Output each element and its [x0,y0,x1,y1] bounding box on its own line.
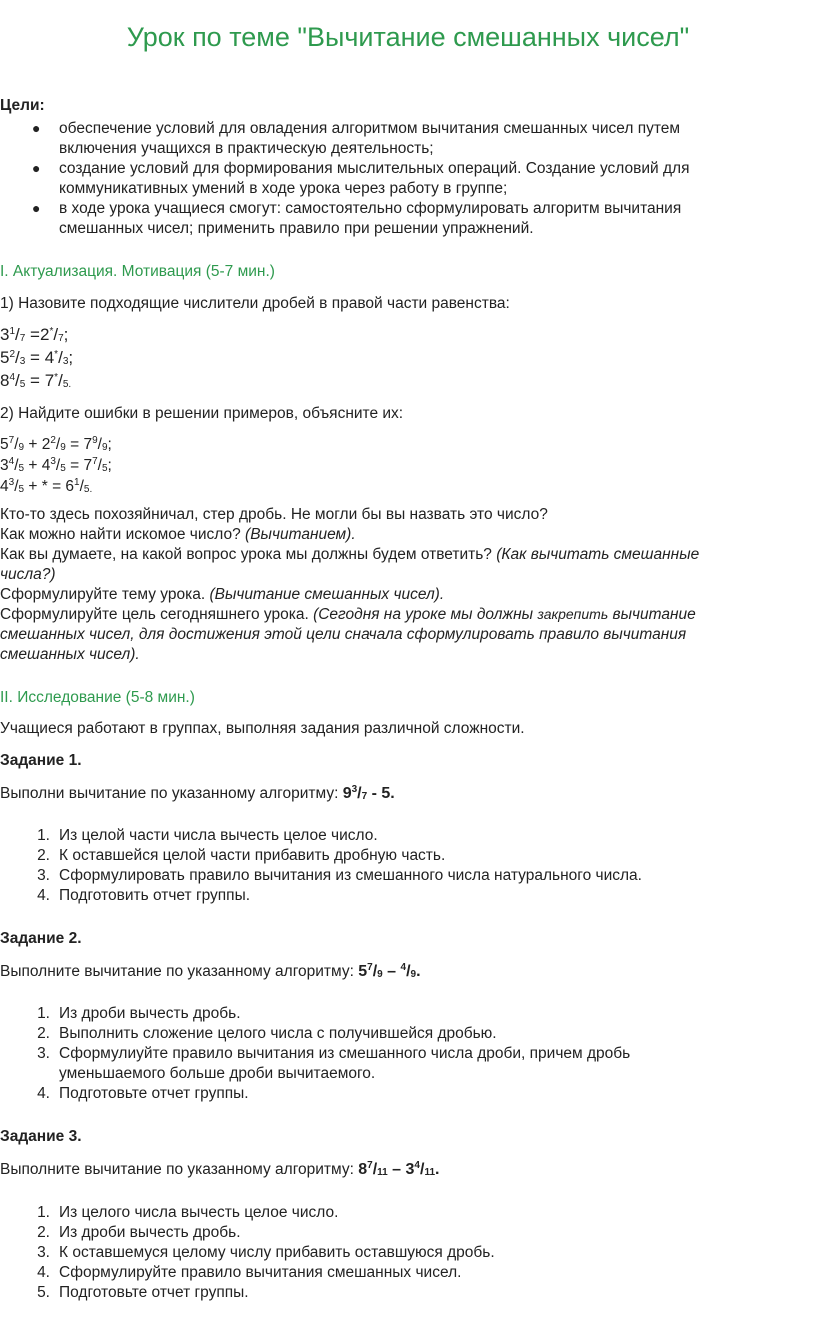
goals-label: Цели: [0,97,45,114]
list-item-continued: уменьшаемого больше дроби вычитаемого. [59,1065,376,1082]
equation-row: $3^4/_5 + 4^3/_5 = 7^7/_5$; [0,456,112,474]
task-title: Задание 2. [0,930,82,947]
goal-line: включения учащихся в практическую деятельность; [59,140,434,157]
document-page: Урок по теме "Вычитание смешанных чисел" Цели: ● обеспечение условий для овладения алгоритмом вычитания смешанных чисел путем включения учащихся в практическую деятельность; ● создание условий для формирования мыслительных операций. Создание условий для коммуникативных умений в ходе урока через работу в группе; ● в ходе урока учащиеся смогут: самостоятельно сформулировать алгоритм вычитания смешанных чисел; применить правило при решении упражнений. I. Актуализация. Мотивация (5-7 мин.) 1) Назовите подходящие числители дробей в правой части равенства: $3^1/_7 =2^*/_7$; $5^2/_3 = 4^*/_3$; $8^4/_5 = 7^*/_{5.}$ 2) Найдите ошибки в решении примеров, объясните их: $5^7/_9 + 2^2/_9 = 7^9/_9$; $3^4/_5 + 4^3/_5 = 7^7/_5$; $4^3/_5$ + * = $6^1/_{5.}$ Кто-то здесь похозяйничал, стер дробь. Не могли бы вы назвать это число? Как можно найти искомое число? (Вычитанием). Как вы думаете, на какой вопрос урока мы должны будем ответить? (Как вычитать смешанные числа?) Сформулируйте тему урока. (Вычитание смешанных чисел). Сформулируйте цель сегодняшнего урока. (Сегодня на уроке мы должны закрепить вычитание смешанных чисел, для достижения этой цели сначала сформулировать правило вычитания смешанных чисел). II. Исследование (5-8 мин.) Учащиеся работают в группах, выполняя задания различной сложности. Задание 1. Выполни вычитание по указанному алгоритму: $9^3/_7 - 5$. 1. Из целой части числа вычесть целое число. 2. К оставшейся целой части прибавить дробную часть. 3. Сформулировать правило вычитания из смешанного числа натурального числа. 4. Подготовить отчет группы. Задание 2. Выполните вычитание по указанному алгоритму: $5^7/_9 - ^4/_9$. 1. Из дроби вычесть дробь. 2. Выполнить сложение целого числа с получившейся дробью. 3. Сформулиуйте правило вычитания из смешанного числа дроби, причем дробь уменьшаемого больше дроби вычитаемого. 4. Подготовьте отчет группы. Задание 3. Выполните вычитание по указанному алгоритму: $8^7/_{11} - 3^4/_{11}$. 1. Из целого числа вычесть целое число. 2. Из дроби вычесть дробь. 3. К оставшемуся целому числу прибавить оставшуюся дробь. 4. Сформулируйте правило вычитания смешанных чисел. 5. Подготовьте отчет группы. [0,0,816,1327]
paragraph: Кто-то здесь похозяйничал, стер дробь. Не могли бы вы назвать это число? [0,506,548,523]
task-title: Задание 1. [0,752,82,769]
task-lead: Выполните вычитание по указанному алгоритму: $8^7/_{11} - 3^4/_{11}$. [0,1160,440,1178]
section-heading: I. Актуализация. Мотивация (5-7 мин.) [0,263,275,280]
equation-row: $3^1/_7 =2^*/_7$; [0,325,69,344]
task-title: Задание 3. [0,1128,82,1145]
paragraph: Сформулируйте тему урока. (Вычитание смешанных чисел). [0,586,445,603]
bullet-icon: ● [32,160,41,176]
bullet-icon: ● [32,200,41,216]
equation-row: $5^2/_3 = 4^*/_3$; [0,348,74,367]
paragraph: Учащиеся работают в группах, выполняя задания различной сложности. [0,720,525,737]
question-1: 1) Назовите подходящие числители дробей в правой части равенства: [0,295,510,312]
paragraph: Как можно найти искомое число? (Вычитанием). [0,526,356,543]
goal-line: обеспечение условий для овладения алгоритмом вычитания смешанных чисел путем [59,120,681,137]
question-2: 2) Найдите ошибки в решении примеров, объясните их: [0,405,404,422]
bullet-icon: ● [32,120,41,136]
goal-line: в ходе урока учащиеся смогут: самостоятельно сформулировать алгоритм вычитания [59,200,682,217]
paragraph: Сформулируйте цель сегодняшнего урока. (Сегодня на уроке мы должны закрепить вычитание [0,606,696,623]
paragraph: Как вы думаете, на какой вопрос урока мы должны будем ответить? (Как вычитать смешанные [0,546,700,563]
page-title: Урок по теме "Вычитание смешанных чисел" [126,22,690,52]
equation-row: $8^4/_5 = 7^*/_{5.}$ [0,371,72,390]
task-lead: Выполни вычитание по указанному алгоритму: $9^3/_7 - 5$. [0,784,395,802]
paragraph-continued: числа?) [0,566,56,583]
goal-line: смешанных чисел; применить правило при решении упражнений. [59,220,534,237]
section-heading: II. Исследование (5-8 мин.) [0,689,195,706]
goal-line: коммуникативных умений в ходе урока через работу в группе; [59,180,508,197]
task-lead: Выполните вычитание по указанному алгоритму: $5^7/_9 - ^4/_9$. [0,962,421,980]
equation-row: $5^7/_9 + 2^2/_9 = 7^9/_9$; [0,435,112,453]
paragraph-continued: смешанных чисел, для достижения этой цели сначала сформулировать правило вычитания [0,626,687,643]
goal-line: создание условий для формирования мыслительных операций. Создание условий для [59,160,690,177]
paragraph-continued: смешанных чисел). [0,646,140,663]
equation-row: $4^3/_5$ + * = $6^1/_{5.}$ [0,477,93,495]
